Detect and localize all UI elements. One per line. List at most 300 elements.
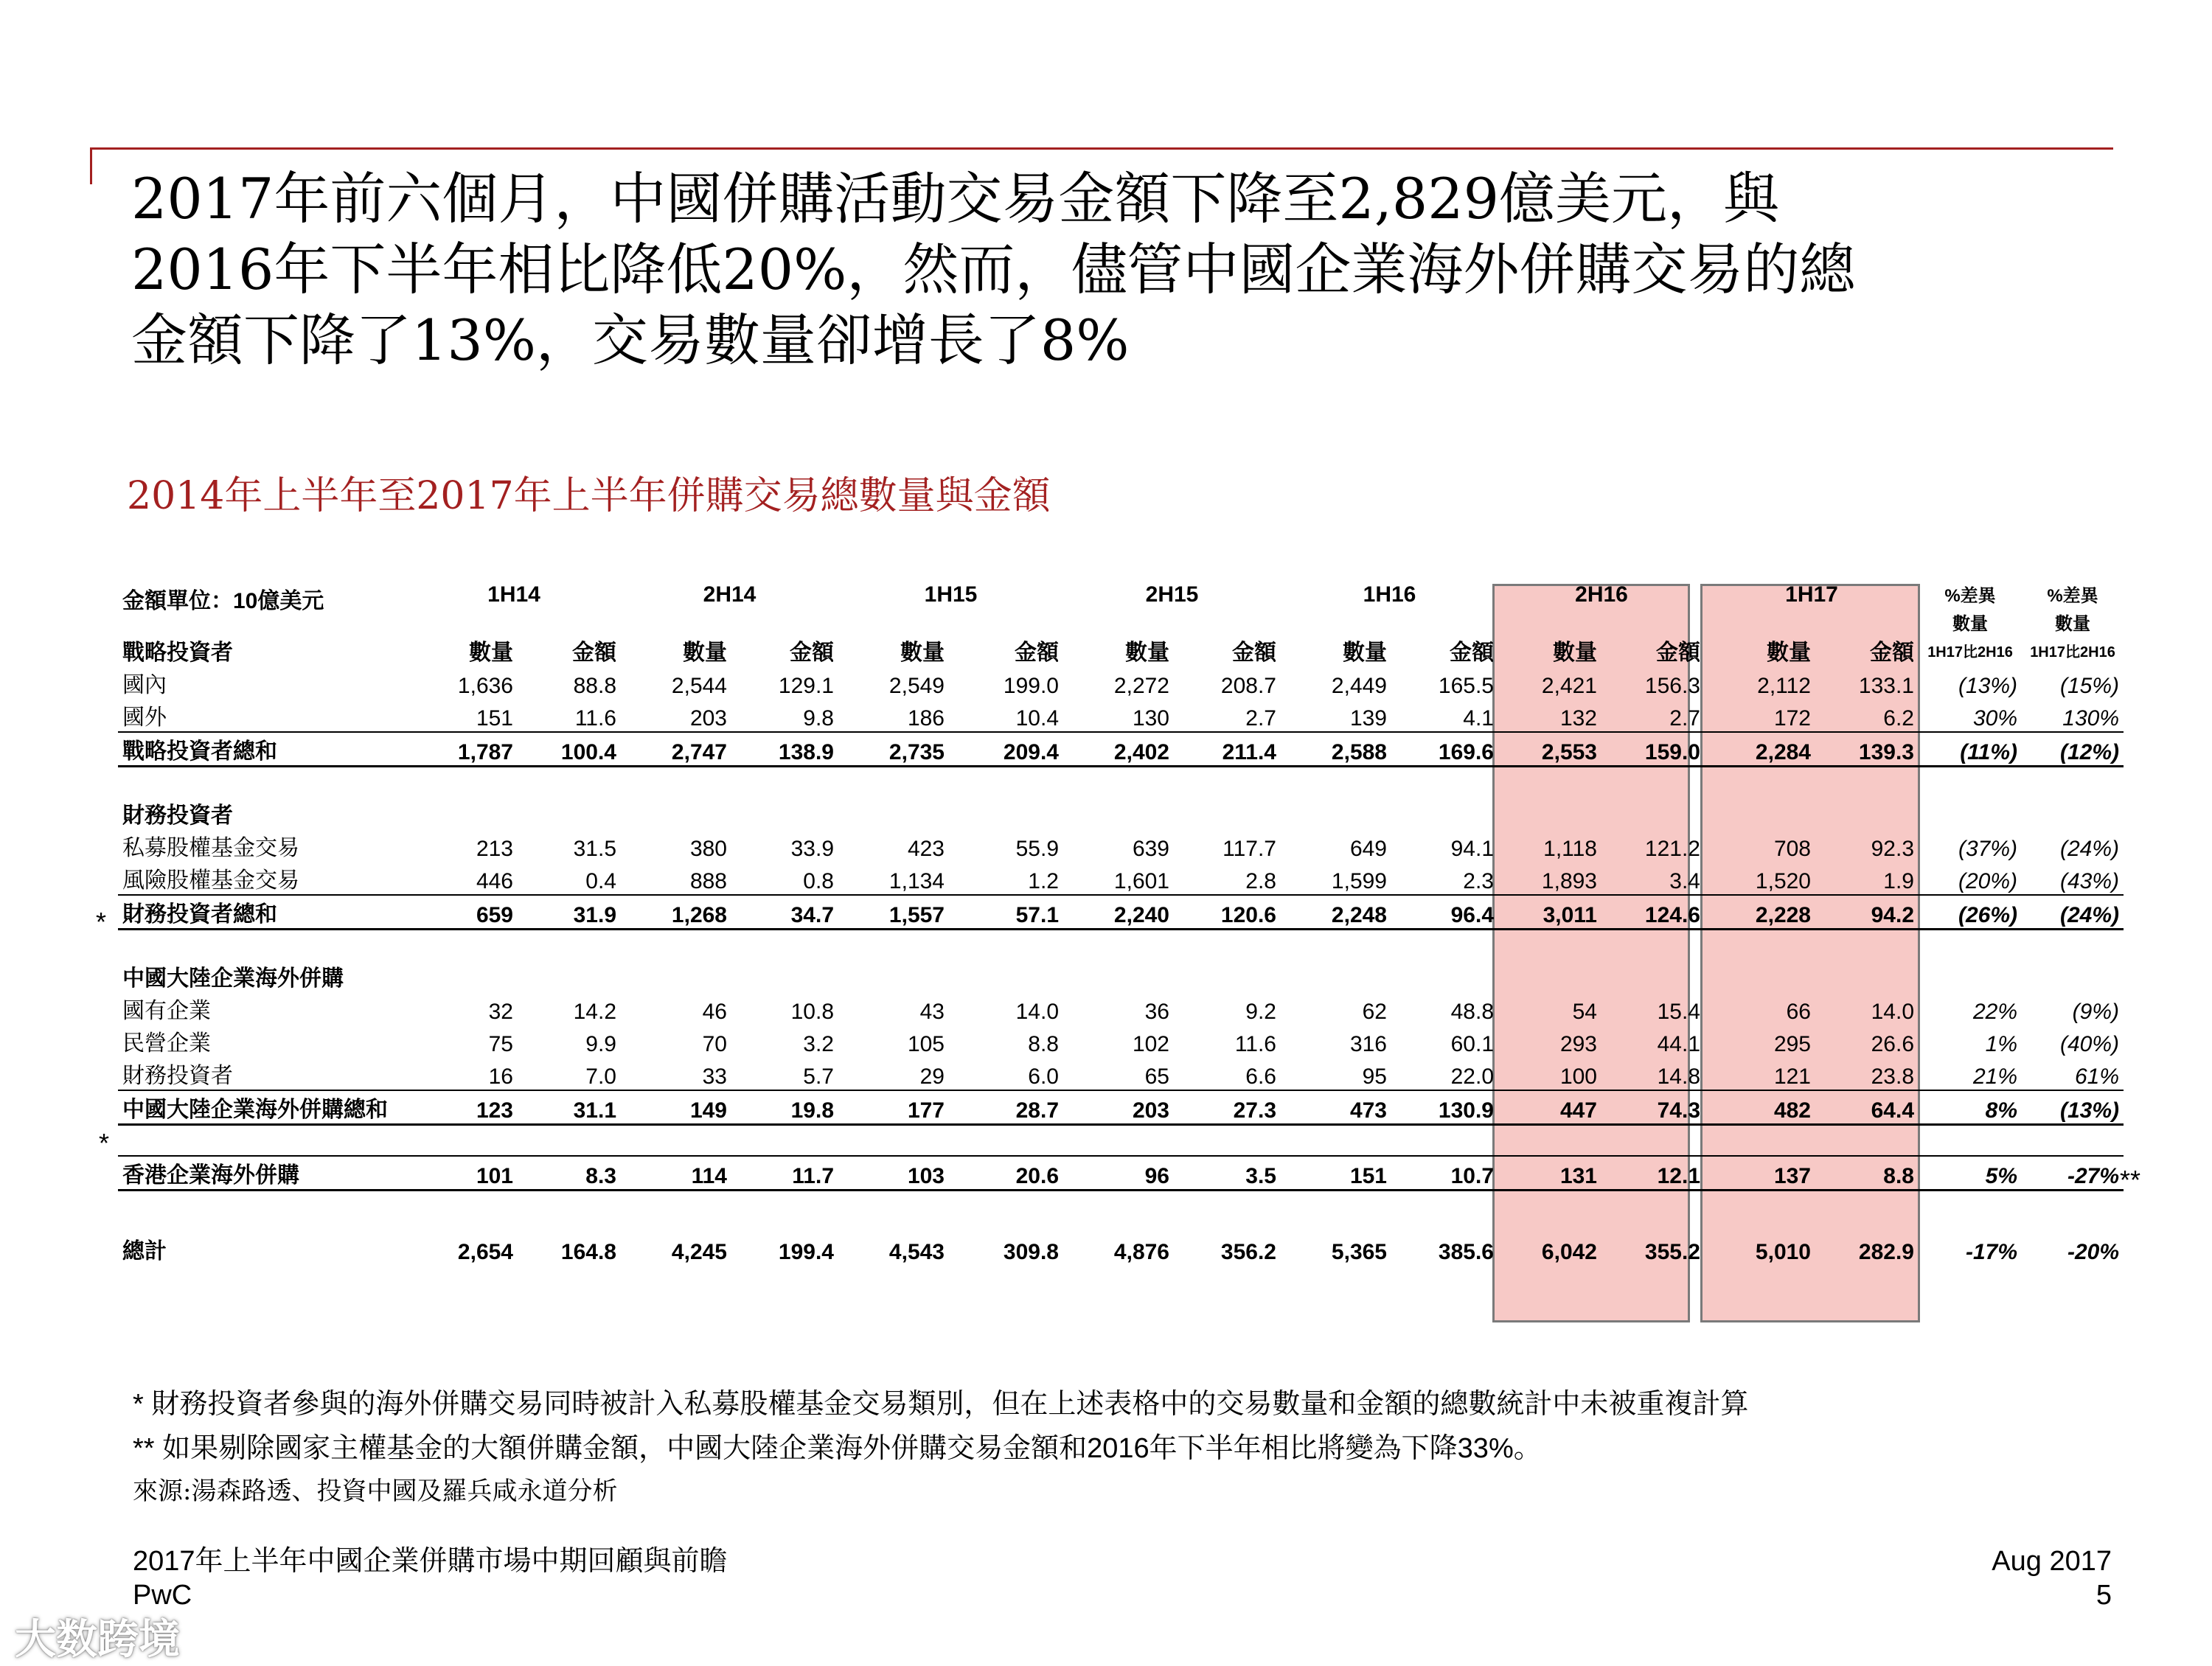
cell: 29 (919, 1064, 945, 1089)
empty-cell (1281, 797, 1391, 829)
col-amount: 金額 (1232, 641, 1276, 665)
empty-cell (1498, 797, 1601, 829)
col-count: 數量 (1343, 641, 1387, 665)
section-financial (118, 797, 2124, 829)
pct-header-text (2026, 582, 2119, 666)
strategic-total-row (118, 732, 2124, 767)
footnote-2: ** 如果剔除國家主權基金的大額併購金額，中國大陸企業海外併購交易金額和2016年下半年相比將變為下降33%。 (133, 1433, 1542, 1464)
cell: 120.6 (1174, 895, 1281, 930)
section-outbound (118, 960, 2124, 992)
empty-cell (1281, 960, 1391, 992)
empty-cell (838, 797, 949, 829)
footer-left (133, 1544, 728, 1612)
cell: 60.1 (1450, 1032, 1494, 1056)
footer-date: Aug 2017 (1992, 1546, 2112, 1577)
col-amount: 金額 (572, 641, 616, 665)
cell: 131 (1498, 1156, 1601, 1191)
empty-cell (731, 797, 838, 829)
cell: 2,449 (1331, 674, 1387, 698)
cell: 8.8 (1815, 1156, 1919, 1191)
headline-line-2: 2016年下半年相比降低20%，然而，儘管中國企業海外併購交易的總 (131, 237, 1856, 302)
cell: 10.4 (1015, 706, 1059, 731)
row-label: 國有企業 (122, 999, 211, 1023)
cell: 96.4 (1391, 895, 1498, 930)
cell: 14.0 (1015, 1000, 1059, 1024)
row-label: 中國大陸企業海外併購總和 (118, 1090, 407, 1125)
cell: 2,735 (838, 732, 949, 767)
cell: 1,601 (1113, 869, 1169, 893)
cell: 30% (1972, 706, 2017, 731)
cell: 2,544 (671, 674, 727, 698)
cell: 159.0 (1601, 732, 1705, 767)
cell: 316 (1349, 1032, 1387, 1056)
pct-header-1 (1919, 582, 2022, 666)
period-header-row (118, 582, 2124, 621)
cell: 26.6 (1871, 1032, 1914, 1056)
cell: 139 (1349, 706, 1387, 731)
pct-header-text (1923, 582, 2017, 666)
pct-header-l3: 1H17比2H16 (2030, 644, 2115, 661)
cell: 211.4 (1174, 732, 1281, 767)
financial-total-row (118, 895, 2124, 930)
empty-cell (1174, 797, 1281, 829)
col-count: 數量 (683, 641, 727, 665)
cell: 2,402 (1063, 732, 1174, 767)
cell: 2.7 (1245, 706, 1276, 731)
section-title-strategic: 戰略投資者 (122, 641, 233, 665)
footer-report-title: 2017年上半年中國企業併購市場中期回顧與前瞻 (133, 1546, 728, 1577)
cell: 88.8 (573, 674, 616, 698)
financial-row (118, 829, 2124, 862)
cell: 3.5 (1174, 1156, 1281, 1191)
cell: 48.8 (1450, 1000, 1494, 1024)
spacer-cell (118, 1191, 2124, 1221)
cell: 2,553 (1498, 732, 1601, 767)
cell: 8% (1919, 1090, 2022, 1125)
cell: 33.9 (790, 837, 834, 861)
cell: 74.3 (1601, 1090, 1705, 1125)
cell: 355.2 (1644, 1240, 1700, 1264)
row-label: 總計 (122, 1239, 167, 1264)
cell: 16 (488, 1064, 513, 1089)
cell: 186 (907, 706, 945, 731)
cell: 5% (1919, 1156, 2022, 1191)
cell: 5,010 (1755, 1240, 1811, 1264)
column-header-row (118, 621, 2124, 666)
cell: 295 (1773, 1032, 1811, 1056)
spacer-cell (118, 767, 2124, 798)
empty-cell (1815, 797, 1919, 829)
cell: 209.4 (949, 732, 1063, 767)
cell: 105 (907, 1032, 945, 1056)
cell: 293 (1559, 1032, 1597, 1056)
outbound-row (118, 992, 2124, 1025)
pct-header-l2: 數量 (2055, 614, 2090, 634)
headline-line-3: 金額下降了13%，交易數量卻增長了8% (131, 307, 1130, 373)
cell: 9.9 (585, 1032, 616, 1056)
cell: 2,112 (1757, 674, 1811, 698)
cell: 138.9 (731, 732, 838, 767)
cell: 380 (689, 837, 727, 861)
row-label: 國內 (122, 673, 167, 697)
empty-cell (1601, 960, 1705, 992)
empty-cell (1705, 960, 1815, 992)
star-note-marker-1: * (96, 907, 107, 937)
cell: 28.7 (949, 1090, 1063, 1125)
period-1h14: 1H14 (487, 582, 540, 607)
hk-row (118, 1156, 2124, 1191)
cell: 151 (1281, 1156, 1391, 1191)
grand-total-row (118, 1221, 2124, 1265)
cell: 282.9 (1858, 1240, 1914, 1264)
cell: 708 (1773, 837, 1811, 861)
col-count: 數量 (900, 641, 945, 665)
cell: 132 (1559, 706, 1597, 731)
cell: 70 (702, 1032, 727, 1056)
section-title: 中國大陸企業海外併購 (122, 966, 344, 991)
cell: 482 (1705, 1090, 1815, 1125)
pct-header-2 (2022, 582, 2124, 666)
cell: 356.2 (1220, 1240, 1276, 1264)
period-2h16: 2H16 (1575, 582, 1628, 607)
cell: 2,228 (1705, 895, 1815, 930)
period-2h14: 2H14 (703, 582, 757, 607)
spacer-row (118, 1125, 2124, 1157)
unit-label: 金額單位：10億美元 (122, 589, 324, 613)
cell: 15.4 (1657, 1000, 1700, 1024)
spacer-row (118, 767, 2124, 798)
col-amount: 金額 (1656, 641, 1700, 665)
cell: 1.2 (1028, 869, 1059, 893)
cell: 27.3 (1174, 1090, 1281, 1125)
outbound-row (118, 1057, 2124, 1090)
empty-cell (407, 797, 518, 829)
cell: 165.5 (1438, 674, 1494, 698)
outbound-total-row (118, 1090, 2124, 1125)
cell: 32 (488, 1000, 513, 1024)
cell: 1,787 (407, 732, 518, 767)
cell: 1,599 (1331, 869, 1387, 893)
star-note-marker-2: * (99, 1128, 110, 1158)
spacer-cell (118, 1125, 2124, 1157)
empty-cell (731, 960, 838, 992)
cell: 2,549 (888, 674, 945, 698)
empty-cell (1815, 960, 1919, 992)
empty-cell (1705, 797, 1815, 829)
cell: 11.7 (731, 1156, 838, 1191)
cell: 11.6 (1234, 1032, 1276, 1056)
cell: 9.2 (1245, 1000, 1276, 1024)
cell: 659 (407, 895, 518, 930)
empty-cell (621, 960, 731, 992)
cell: 8.3 (518, 1156, 621, 1191)
cell: (20%) (1958, 869, 2017, 893)
cell: 44.1 (1657, 1032, 1700, 1056)
cell: 0.4 (585, 869, 616, 893)
col-count: 數量 (1767, 641, 1811, 665)
cell: 95 (1362, 1064, 1387, 1089)
cell: 133.1 (1858, 674, 1914, 698)
cell: 4,245 (671, 1240, 727, 1264)
empty-cell (2022, 960, 2124, 992)
cell: 169.6 (1391, 732, 1498, 767)
empty-cell (838, 960, 949, 992)
cell: 46 (702, 1000, 727, 1024)
cell: 10.7 (1391, 1156, 1498, 1191)
cell: 55.9 (1015, 837, 1059, 861)
cell: 57.1 (949, 895, 1063, 930)
empty-cell (518, 797, 621, 829)
cell: 2,272 (1113, 674, 1169, 698)
top-rule (90, 147, 2113, 150)
cell: -27% (2022, 1156, 2124, 1191)
watermark-logo: 大数跨境 (15, 1616, 180, 1662)
cell: 130% (2062, 706, 2119, 731)
cell: 92.3 (1871, 837, 1914, 861)
cell: 1,893 (1541, 869, 1597, 893)
cell: 2,747 (621, 732, 731, 767)
cell: 3.4 (1669, 869, 1700, 893)
footer-company: PwC (133, 1580, 192, 1611)
footer-right (1992, 1544, 2112, 1612)
cell: 177 (838, 1090, 949, 1125)
cell: 54 (1572, 1000, 1597, 1024)
section-title: 財務投資者 (122, 804, 233, 828)
cell: 2,588 (1281, 732, 1391, 767)
empty-cell (407, 960, 518, 992)
empty-cell (1391, 960, 1498, 992)
cell: 36 (1144, 1000, 1169, 1024)
cell: 121.2 (1644, 837, 1700, 861)
cell: 208.7 (1220, 674, 1276, 698)
period-2h15: 2H15 (1145, 582, 1199, 607)
cell: 130 (1132, 706, 1169, 731)
cell: 3.2 (803, 1032, 834, 1056)
cell: 309.8 (1003, 1240, 1059, 1264)
cell: 6.2 (1883, 706, 1914, 731)
cell: 117.7 (1222, 837, 1276, 861)
col-amount: 金額 (1450, 641, 1494, 665)
cell: 8.8 (1028, 1032, 1059, 1056)
cell: (24%) (2059, 837, 2119, 861)
pct-header-l1: %差異 (2047, 586, 2098, 606)
empty-cell (949, 797, 1063, 829)
pct-header-l3: 1H17比2H16 (1927, 644, 2013, 661)
cell: 1,636 (457, 674, 513, 698)
cell: 1,557 (838, 895, 949, 930)
cell: (12%) (2022, 732, 2124, 767)
cell: 62 (1362, 1000, 1387, 1024)
cell: 22% (1972, 1000, 2017, 1024)
period-1h15: 1H15 (924, 582, 978, 607)
cell: 66 (1786, 1000, 1811, 1024)
col-amount: 金額 (790, 641, 834, 665)
spacer-row (118, 930, 2124, 961)
empty-cell (1601, 797, 1705, 829)
cell: (11%) (1919, 732, 2022, 767)
cell: 1,118 (1543, 837, 1597, 861)
cell: 2,284 (1705, 732, 1815, 767)
cell: -20% (2067, 1240, 2119, 1264)
empty-cell (1174, 960, 1281, 992)
cell: (40%) (2059, 1032, 2119, 1056)
cell: 2.3 (1463, 869, 1494, 893)
cell: 203 (689, 706, 727, 731)
empty-cell (1919, 960, 2022, 992)
cell: -17% (1965, 1240, 2017, 1264)
cell: 22.0 (1450, 1064, 1494, 1089)
row-label: 國外 (122, 705, 167, 730)
cell: 9.8 (803, 706, 834, 731)
cell: 164.8 (560, 1240, 616, 1264)
cell: 5,365 (1331, 1240, 1387, 1264)
cell: 19.8 (731, 1090, 838, 1125)
cell: 2,421 (1541, 674, 1597, 698)
spacer-cell (118, 930, 2124, 961)
cell: 94.2 (1815, 895, 1919, 930)
cell: 2,654 (457, 1240, 513, 1264)
cell: 14.0 (1871, 1000, 1914, 1024)
cell: 447 (1498, 1090, 1601, 1125)
cell: 5.7 (803, 1064, 834, 1089)
cell: (37%) (1958, 837, 2017, 861)
row-label: 香港企業海外併購 (118, 1156, 407, 1191)
cell: 137 (1705, 1156, 1815, 1191)
cell: 94.1 (1450, 837, 1494, 861)
col-amount: 金額 (1870, 641, 1914, 665)
footnote-1: * 財務投資者參與的海外併購交易同時被計入私募股權基金交易類別，但在上述表格中的交易數量和金額的總數統計中未被重複計算 (133, 1389, 1749, 1420)
cell: 385.6 (1438, 1240, 1494, 1264)
cell: 101 (407, 1156, 518, 1191)
cell: 96 (1063, 1156, 1174, 1191)
cell: 151 (476, 706, 513, 731)
cell: 6,042 (1541, 1240, 1597, 1264)
cell: 31.1 (518, 1090, 621, 1125)
cell: 43 (919, 1000, 945, 1024)
top-rule-tick (90, 147, 92, 184)
cell: 2,240 (1063, 895, 1174, 930)
cell: 64.4 (1815, 1090, 1919, 1125)
pct-header-l2: 數量 (1952, 614, 1988, 634)
cell: 121 (1773, 1064, 1811, 1089)
cell: 123 (407, 1090, 518, 1125)
deal-table (118, 582, 2124, 1265)
headline (131, 164, 2122, 376)
strategic-row (118, 699, 2124, 732)
cell: 6.0 (1028, 1064, 1059, 1089)
cell: 14.8 (1657, 1064, 1700, 1089)
cell: 1,134 (888, 869, 945, 893)
cell: 139.3 (1815, 732, 1919, 767)
cell: (24%) (2022, 895, 2124, 930)
cell: 14.2 (573, 1000, 616, 1024)
cell: (43%) (2059, 869, 2119, 893)
spacer-row (118, 1191, 2124, 1221)
cell: 33 (702, 1064, 727, 1089)
cell: 23.8 (1871, 1064, 1914, 1089)
empty-cell (1391, 797, 1498, 829)
period-1h17: 1H17 (1785, 582, 1838, 607)
cell: 31.5 (573, 837, 616, 861)
empty-cell (1919, 797, 2022, 829)
cell: 75 (488, 1032, 513, 1056)
empty-cell (621, 797, 731, 829)
cell: 65 (1144, 1064, 1169, 1089)
cell: 7.0 (585, 1064, 616, 1089)
empty-cell (1063, 960, 1174, 992)
outbound-row (118, 1025, 2124, 1057)
double-star-note-marker: ** (2120, 1165, 2141, 1195)
cell: 61% (2074, 1064, 2119, 1089)
cell: 21% (1972, 1064, 2017, 1089)
source-note: 來源:湯森路透、投資中國及羅兵咸永道分析 (133, 1477, 618, 1506)
cell: 888 (689, 869, 727, 893)
cell: 1.9 (1883, 869, 1914, 893)
cell: 203 (1063, 1090, 1174, 1125)
cell: 4,543 (888, 1240, 945, 1264)
cell: (15%) (2059, 674, 2119, 698)
cell: 2,248 (1281, 895, 1391, 930)
cell: (13%) (2022, 1090, 2124, 1125)
row-label: 財務投資者總和 (118, 895, 407, 930)
col-count: 數量 (469, 641, 513, 665)
cell: 199.4 (778, 1240, 834, 1264)
footer-page-number: 5 (2096, 1580, 2112, 1611)
cell: 0.8 (803, 869, 834, 893)
cell: 100 (1559, 1064, 1597, 1089)
cell: 103 (838, 1156, 949, 1191)
cell: 149 (621, 1090, 731, 1125)
row-label: 財務投資者 (122, 1064, 233, 1088)
cell: 649 (1349, 837, 1387, 861)
cell: 130.9 (1391, 1090, 1498, 1125)
cell: 12.1 (1601, 1156, 1705, 1191)
strategic-row (118, 666, 2124, 699)
row-label: 風險股權基金交易 (122, 868, 299, 893)
footnotes (133, 1382, 1748, 1471)
cell: 10.8 (790, 1000, 834, 1024)
pct-header-l1: %差異 (1944, 586, 1996, 606)
cell: 1,268 (621, 895, 731, 930)
row-label: 戰略投資者總和 (118, 732, 407, 767)
cell: 172 (1773, 706, 1811, 731)
headline-line-1: 2017年前六個月，中國併購活動交易金額下降至2,829億美元，與 (131, 166, 1779, 231)
cell: 4.1 (1463, 706, 1494, 731)
cell: 3,011 (1498, 895, 1601, 930)
cell: 2.8 (1245, 869, 1276, 893)
cell: 34.7 (731, 895, 838, 930)
col-count: 數量 (1553, 641, 1597, 665)
cell: 129.1 (778, 674, 834, 698)
cell: 156.3 (1644, 674, 1700, 698)
empty-cell (2022, 797, 2124, 829)
cell: (9%) (2072, 1000, 2119, 1024)
cell: 31.9 (518, 895, 621, 930)
cell: 199.0 (1003, 674, 1059, 698)
financial-row (118, 862, 2124, 895)
cell: 100.4 (518, 732, 621, 767)
row-label: 私募股權基金交易 (122, 836, 299, 860)
cell: 2.7 (1669, 706, 1700, 731)
table-title: 2014年上半年至2017年上半年併購交易總數量與金額 (127, 474, 1051, 518)
cell: (13%) (1958, 674, 2017, 698)
empty-cell (1498, 960, 1601, 992)
cell: 124.6 (1601, 895, 1705, 930)
empty-cell (949, 960, 1063, 992)
cell: 11.6 (574, 706, 616, 731)
cell: 446 (476, 869, 513, 893)
col-count: 數量 (1125, 641, 1169, 665)
